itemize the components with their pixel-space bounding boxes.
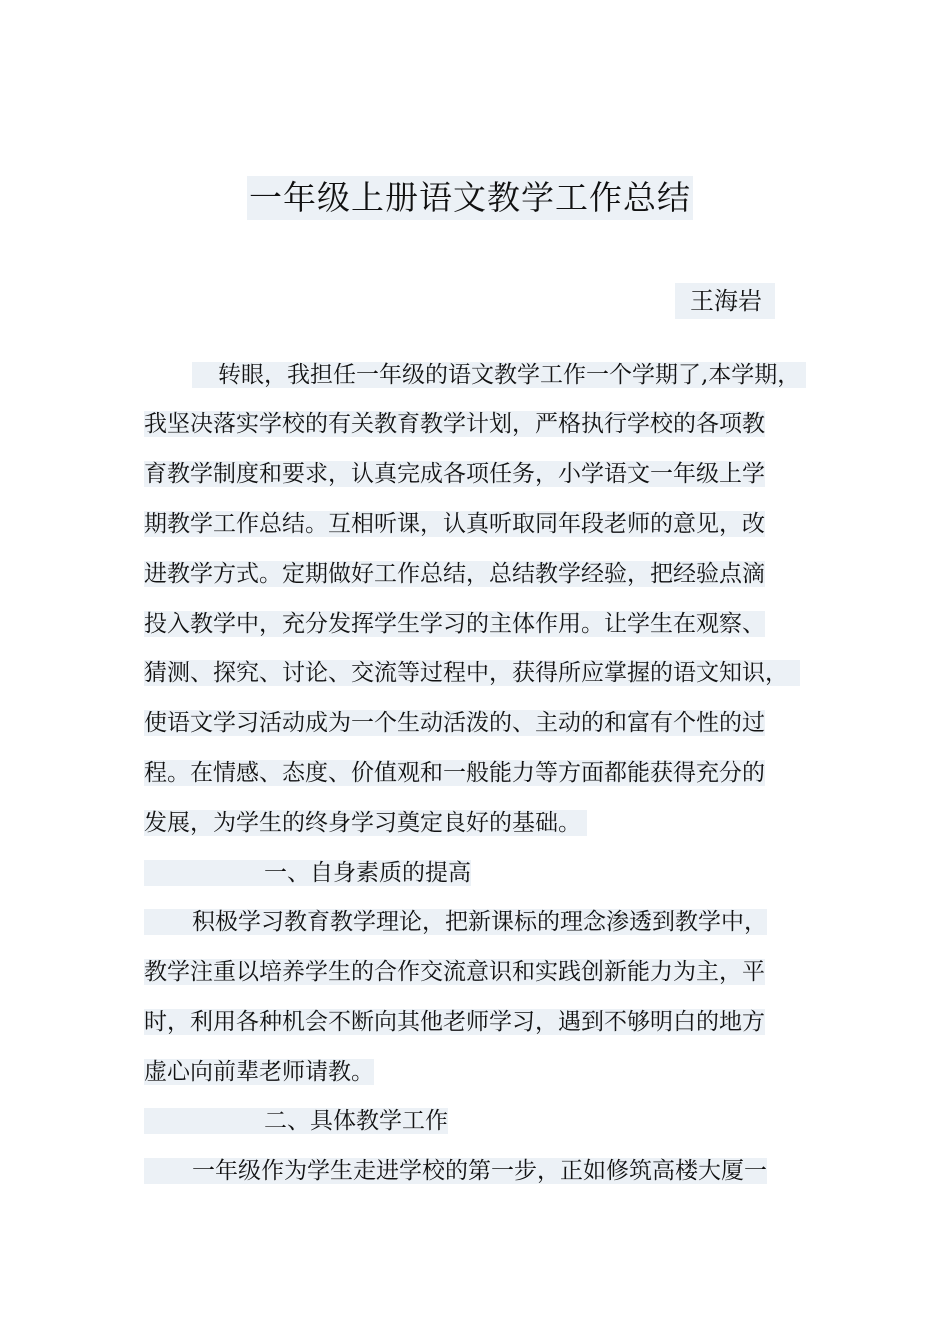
paragraph-1-line-8: 使语文学习活动成为一个生动活泼的、主动的和富有个性的过 xyxy=(144,710,765,736)
paragraph-1-line-4: 期教学工作总结。互相听课，认真听取同年段老师的意见，改 xyxy=(144,511,765,537)
paragraph-2-line-2: 教学注重以培养学生的合作交流意识和实践创新能力为主，平 xyxy=(144,959,765,985)
author-name-text: 王海岩 xyxy=(690,287,762,315)
paragraph-1-line-2: 我坚决落实学校的有关教育教学计划，严格执行学校的各项教 xyxy=(144,411,765,437)
document-title: 一年级上册语文教学工作总结 xyxy=(247,176,693,220)
paragraph-2-line-1: 积极学习教育教学理论，把新课标的理念渗透到教学中， xyxy=(144,908,767,936)
section-heading-1: 一、自身素质的提高 xyxy=(144,859,471,887)
paragraph-2-line-4: 虚心向前辈老师请教。 xyxy=(144,1059,374,1085)
paragraph-2-line-3: 时，利用各种机会不断向其他老师学习，遇到不够明白的地方 xyxy=(144,1009,765,1035)
paragraph-1-line-1: 转眼，我担任一年级的语文教学工作一个学期了,本学期， xyxy=(144,361,806,389)
paragraph-1-line-3: 育教学制度和要求，认真完成各项任务，小学语文一年级上学 xyxy=(144,461,765,487)
paragraph-1-line-9: 程。在情感、态度、价值观和一般能力等方面都能获得充分的 xyxy=(144,760,765,786)
author-name xyxy=(675,283,775,319)
paragraph-1-line-7: 猜测、探究、讨论、交流等过程中，获得所应掌握的语文知识， xyxy=(144,659,800,687)
paragraph-1-line-10: 发展，为学生的终身学习奠定良好的基础。 xyxy=(144,809,587,837)
paragraph-1-line-6: 投入教学中，充分发挥学生学习的主体作用。让学生在观察、 xyxy=(144,611,765,637)
paragraph-1-line-5: 进教学方式。定期做好工作总结，总结教学经验，把经验点滴 xyxy=(144,561,765,587)
paragraph-3-line-1: 一年级作为学生走进学校的第一步，正如修筑高楼大厦一 xyxy=(144,1157,767,1185)
section-heading-2: 二、具体教学工作 xyxy=(144,1107,448,1135)
